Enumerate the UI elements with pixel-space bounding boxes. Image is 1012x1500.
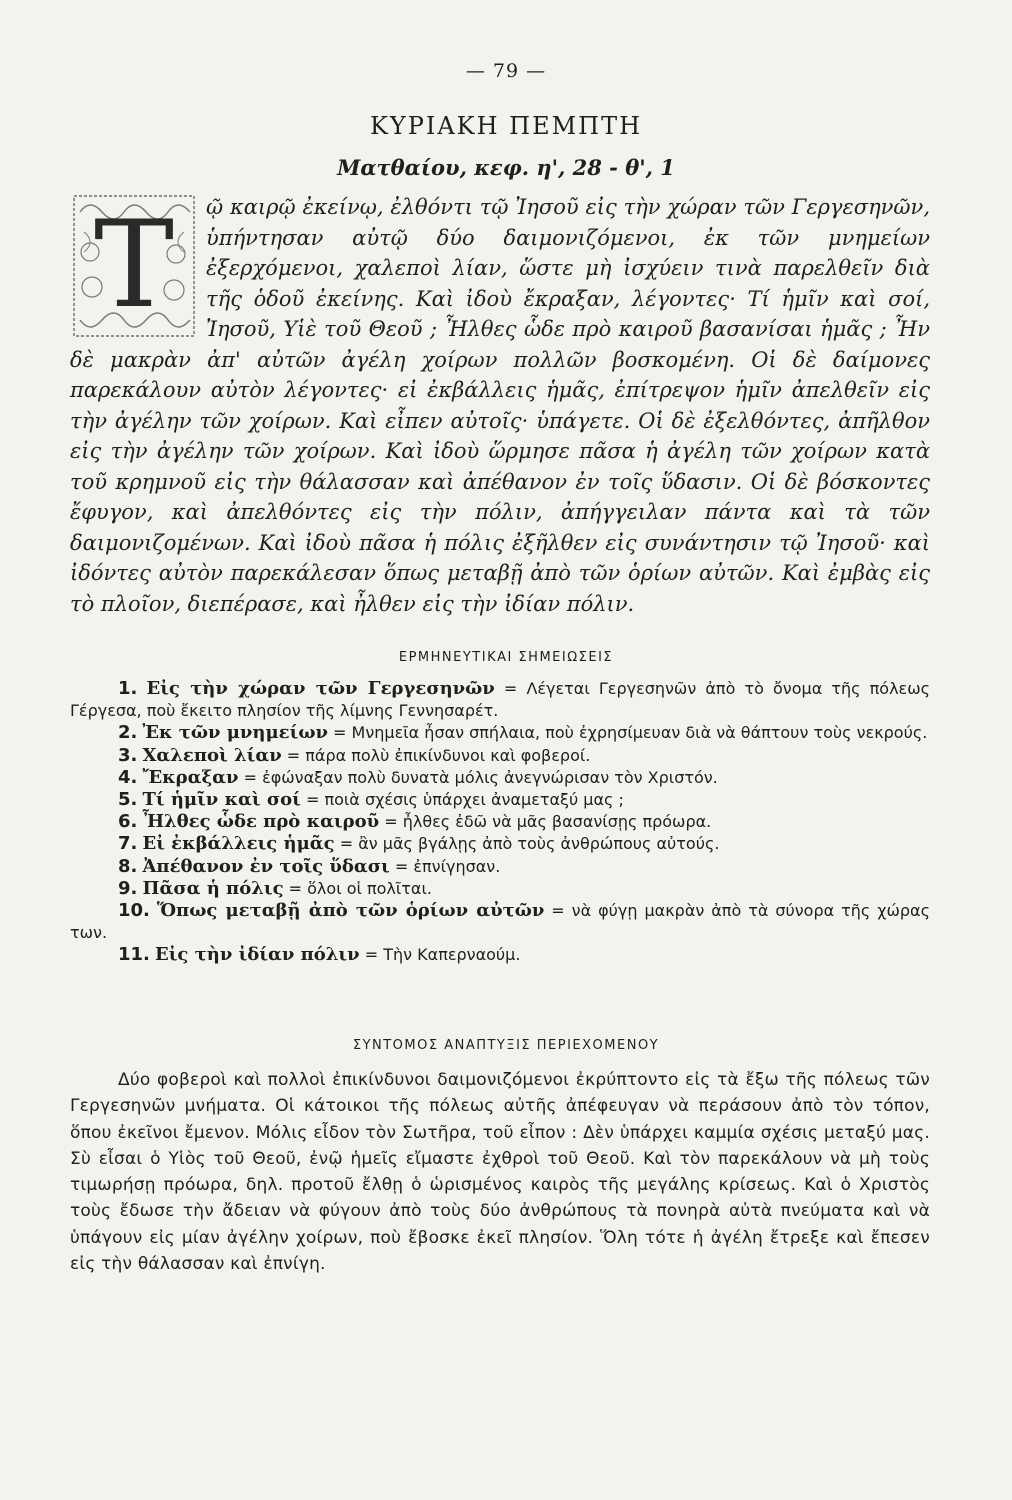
- note-number: 9.: [118, 877, 138, 899]
- gospel-passage: [70, 192, 930, 619]
- drop-cap-letter: Τ: [93, 196, 175, 335]
- note-number: 6.: [118, 811, 138, 833]
- note-item: [70, 745, 930, 767]
- note-term: Ὅπως μεταβῇ ἀπὸ τῶν ὁρίων αὐτῶν: [156, 900, 545, 922]
- equals-sign: =: [394, 856, 409, 876]
- summary-paragraph: Δύο φοβεροὶ καὶ πολλοὶ ἐπικίνδυνοι δαιμονιζόμενοι ἐκρύπτοντο εἰς τὰ ἔξω τῆς πόλεως τῶν Γεργεσηνῶν μνήματα. Οἱ κάτοικοι τῆς πόλεως αὐτῆς ἀπέφευγαν νὰ περάσουν ἀπὸ τὸν τόπον, ὅπου ἐκεῖνοι ἔμενον. Μόλις εἶδον τὸν Σωτῆρα, τοῦ εἶπον : Δὲν ὑπάρχει καμμία σχέσις μεταξύ μας. Σὺ εἶσαι ὁ Υἱὸς τοῦ Θεοῦ, ἐνῷ ἡμεῖς εἴμαστε ἐχθροὶ τοῦ Θεοῦ. Καὶ τὸν παρεκάλουν νὰ μὴ τοὺς τιμωρήσῃ πρόωρα, δηλ. προτοῦ ἔλθῃ ὁ ὡρισμένος καιρὸς τῆς μεγάλης κρίσεως. Καὶ ὁ Χριστὸς τοὺς ἔδωσε τὴν ἄδειαν νὰ φύγουν ἀπὸ τοὺς δύο ἀνθρώπους τὰ πονηρὰ αὐτὰ πνεύματα καὶ νὰ ὑπάγουν εἰς μίαν ἀγέλην χοίρων, ποὺ ἔβοσκε ἐκεῖ πλησίον. Ὅλη τότε ἡ ἀγέλη ἔτρεξε καὶ ἔπεσεν εἰς τὴν θάλασσαν καὶ ἐπνίγη.: [70, 1070, 930, 1275]
- drop-cap: [70, 192, 198, 340]
- chapter-title: ΚΥΡΙΑΚΗ ΠΕΜΠΤΗ: [369, 112, 643, 140]
- note-number: 4.: [118, 766, 138, 788]
- note-explanation: ποιὰ σχέσις ὑπάρχει ἀναμεταξύ μας ;: [324, 790, 624, 810]
- note-term: Χαλεποὶ λίαν: [142, 744, 282, 766]
- note-explanation: ἐπνίγησαν.: [413, 856, 501, 876]
- note-explanation: ὅλοι οἱ πολῖται.: [307, 878, 432, 898]
- note-term: Ἐκ τῶν μνημείων: [142, 722, 328, 744]
- gospel-reference: Ματθαίου, κεφ. η', 28 - θ', 1: [337, 155, 675, 180]
- note-explanation: ἐφώναξαν πολὺ δυνατὰ μόλις ἀνεγνώρισαν τὸν Χριστόν.: [262, 767, 718, 787]
- note-term: Ἔκραξαν: [142, 766, 239, 788]
- notes-list: [70, 678, 930, 967]
- note-number: 7.: [118, 833, 138, 855]
- equals-sign: =: [288, 878, 303, 898]
- note-item: [70, 833, 930, 855]
- equals-sign: =: [286, 745, 301, 765]
- note-term: Εἰς τὴν χώραν τῶν Γεργεσηνῶν: [146, 678, 495, 699]
- note-item: [70, 678, 930, 722]
- note-number: 1.: [118, 678, 138, 699]
- note-term: Ἀπέθανον ἐν τοῖς ὕδασι: [142, 855, 390, 877]
- page-number: — 79 —: [465, 60, 547, 82]
- note-item: [70, 722, 930, 744]
- note-explanation: ἦλθες ἐδῶ νὰ μᾶς βασανίσῃς πρόωρα.: [402, 812, 712, 832]
- note-item: [70, 878, 930, 900]
- equals-sign: =: [503, 679, 518, 698]
- note-item: [70, 856, 930, 878]
- note-explanation: Λέγεται Γεργεσηνῶν ἀπὸ τὸ ὄνομα τῆς πόλεως Γέργεσα, ποὺ ἔκειτο πλησίον τῆς λίμνης Γεννησαρέτ.: [70, 679, 930, 721]
- note-item: [70, 767, 930, 789]
- note-item: [70, 944, 930, 966]
- note-explanation: Τὴν Καπερναούμ.: [383, 945, 521, 965]
- note-term: Εἰς τὴν ἰδίαν πόλιν: [154, 944, 360, 966]
- equals-sign: =: [551, 901, 565, 921]
- equals-sign: =: [384, 812, 398, 832]
- note-term: Εἰ ἐκβάλλεις ἡμᾶς: [142, 833, 335, 855]
- note-number: 11.: [118, 944, 150, 966]
- equals-sign: =: [243, 767, 257, 787]
- note-number: 2.: [118, 722, 138, 744]
- equals-sign: =: [333, 723, 347, 743]
- note-explanation: Μνημεῖα ἦσαν σπήλαια, ποὺ ἐχρησίμευαν διὰ νὰ θάπτουν τοὺς νεκρούς.: [351, 723, 928, 743]
- gospel-text: ῷ καιρῷ ἐκείνῳ, ἐλθόντι τῷ Ἰησοῦ εἰς τὴν χώραν τῶν Γεργεσηνῶν, ὑπήντησαν αὐτῷ δύο δαιμονιζόμενοι, ἐκ τῶν μνημείων ἐξερχόμενοι, χαλεποὶ λίαν, ὥστε μὴ ἰσχύειν τινὰ παρελθεῖν διὰ τῆς ὁδοῦ ἐκείνης. Καὶ ἰδοὺ ἔκραξαν, λέγοντες· Τί ἡμῖν καὶ σοί, Ἰησοῦ, Υἱὲ τοῦ Θεοῦ ; Ἦλθες ὧδε πρὸ καιροῦ βασανίσαι ἡμᾶς ; Ἦν δὲ μακρὰν ἀπ' αὐτῶν ἀγέλη χοίρων πολλῶν βοσκομένη. Οἱ δὲ δαίμονες παρεκάλουν αὐτὸν λέγοντες· εἰ ἐκβάλλεις ἡμᾶς, ἐπίτρεψον ἡμῖν ἀπελθεῖν εἰς τὴν ἀγέλην τῶν χοίρων. Καὶ εἶπεν αὐτοῖς· ὑπάγετε. Οἱ δὲ ἐξελθόντες, ἀπῆλθον εἰς τὴν ἀγέλην τῶν χοίρων. Καὶ ἰδοὺ ὥρμησε πᾶσα ἡ ἀγέλη τῶν χοίρων κατὰ τοῦ κρημνοῦ εἰς τὴν θάλασσαν καὶ ἀπέθανον ἐν τοῖς ὕδασιν. Οἱ δὲ βόσκοντες ἔφυγον, καὶ ἀπελθόντες εἰς τὴν πόλιν, ἀπήγγειλαν πάντα καὶ τὰ τῶν δαιμονιζομένων. Καὶ ἰδοὺ πᾶσα ἡ πόλις ἐξῆλθεν εἰς συνάντησιν τῷ Ἰησοῦ· καὶ ἰδόντες αὐτὸν παρεκάλεσαν ὅπως μεταβῇ ἀπὸ τῶν ὁρίων αὐτῶν. Καὶ ἐμβὰς εἰς τὸ πλοῖον, διεπέρασε, καὶ ἦλθεν εἰς τὴν ἰδίαν πόλιν.: [70, 195, 930, 616]
- note-item: [70, 811, 930, 833]
- summary-heading: ΣΥΝΤΟΜΟΣ ΑΝΑΠΤΥΞΙΣ ΠΕΡΙΕΧΟΜΕΝΟΥ: [352, 1038, 660, 1053]
- note-explanation: ἂν μᾶς βγάλῃς ἀπὸ τοὺς ἀνθρώπους αὐτούς.: [358, 834, 720, 854]
- note-item: [70, 789, 930, 811]
- note-explanation: πάρα πολὺ ἐπικίνδυνοι καὶ φοβεροί.: [305, 745, 591, 765]
- equals-sign: =: [339, 834, 354, 854]
- note-number: 3.: [118, 744, 138, 766]
- note-term: Ἦλθες ὧδε πρὸ καιροῦ: [142, 811, 380, 833]
- notes-heading: ΕΡΜΗΝΕΥΤΙΚΑΙ ΣΗΜΕΙΩΣΕΙΣ: [398, 650, 614, 665]
- note-term: Πᾶσα ἡ πόλις: [142, 877, 284, 899]
- equals-sign: =: [364, 945, 379, 965]
- equals-sign: =: [305, 790, 320, 810]
- note-explanation: νὰ φύγῃ μακρὰν ἀπὸ τὰ σύνορα τῆς χώρας των.: [70, 901, 930, 943]
- note-number: 8.: [118, 855, 138, 877]
- note-item: [70, 900, 930, 944]
- note-number: 5.: [118, 789, 138, 811]
- note-number: 10.: [118, 900, 150, 922]
- note-term: Τί ἡμῖν καὶ σοί: [142, 789, 301, 811]
